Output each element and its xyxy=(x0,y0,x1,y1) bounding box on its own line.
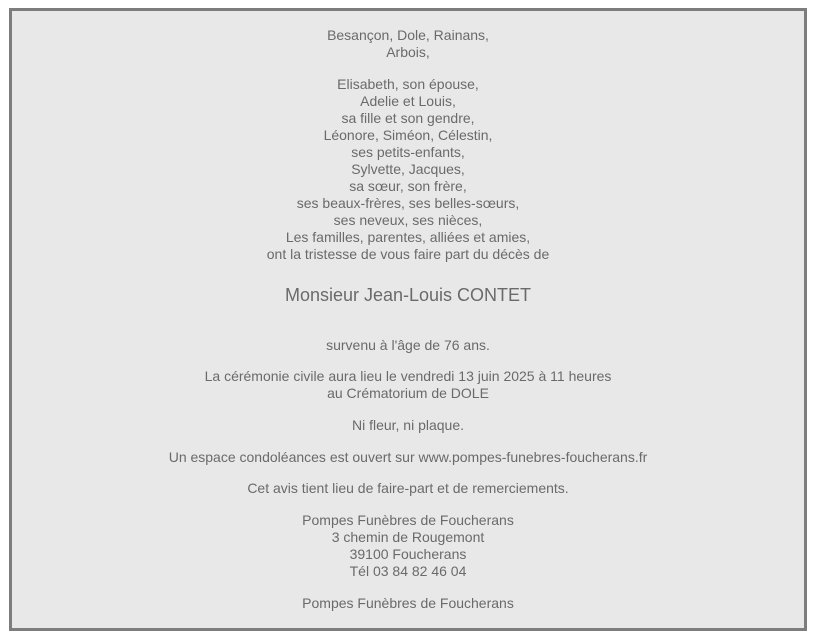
death-notice xyxy=(9,8,807,631)
thanks-line: Cet avis tient lieu de faire-part et de remerciements. xyxy=(247,480,569,496)
ceremony-line: au Crématorium de DOLE xyxy=(327,385,489,401)
family-line: Les familles, parentes, alliées et amies, xyxy=(285,229,531,245)
age-line: survenu à l'âge de 76 ans. xyxy=(326,337,490,353)
condolences-line: Un espace condoléances est ouvert sur www.pompes-funebres-foucherans.fr xyxy=(168,449,648,465)
family-line: ont la tristesse de vous faire part du décès de xyxy=(266,246,550,262)
funeral-home-line: Pompes Funèbres de Foucherans xyxy=(302,512,514,528)
family-line: Elisabeth, son épouse, xyxy=(337,76,479,92)
places-line: Besançon, Dole, Rainans, xyxy=(327,27,489,43)
signature-line: Pompes Funèbres de Foucherans xyxy=(302,595,514,611)
flowers-line: Ni fleur, ni plaque. xyxy=(351,417,465,433)
ceremony-block xyxy=(12,368,804,402)
places-block xyxy=(12,27,804,61)
funeral-home-block xyxy=(12,512,804,580)
funeral-home-line: 39100 Foucherans xyxy=(349,546,467,562)
family-line: sa fille et son gendre, xyxy=(341,110,475,126)
family-line: sa sœur, son frère, xyxy=(349,178,467,194)
family-line: ses beaux-frères, ses belles-sœurs, xyxy=(296,195,520,211)
family-line: ses petits-enfants, xyxy=(351,144,465,160)
ceremony-line: La cérémonie civile aura lieu le vendredi 13 juin 2025 à 11 heures xyxy=(204,368,612,384)
places-line: Arbois, xyxy=(386,44,430,60)
family-line: Léonore, Siméon, Célestin, xyxy=(323,127,493,143)
funeral-home-line: Tél 03 84 82 46 04 xyxy=(349,563,467,579)
family-block xyxy=(12,76,804,263)
family-line: ses neveux, ses nièces, xyxy=(333,212,483,228)
funeral-home-line: 3 chemin de Rougemont xyxy=(331,529,485,545)
family-line: Adelie et Louis, xyxy=(360,93,456,109)
deceased-name: Monsieur Jean-Louis CONTET xyxy=(284,285,532,305)
family-line: Sylvette, Jacques, xyxy=(351,161,465,177)
